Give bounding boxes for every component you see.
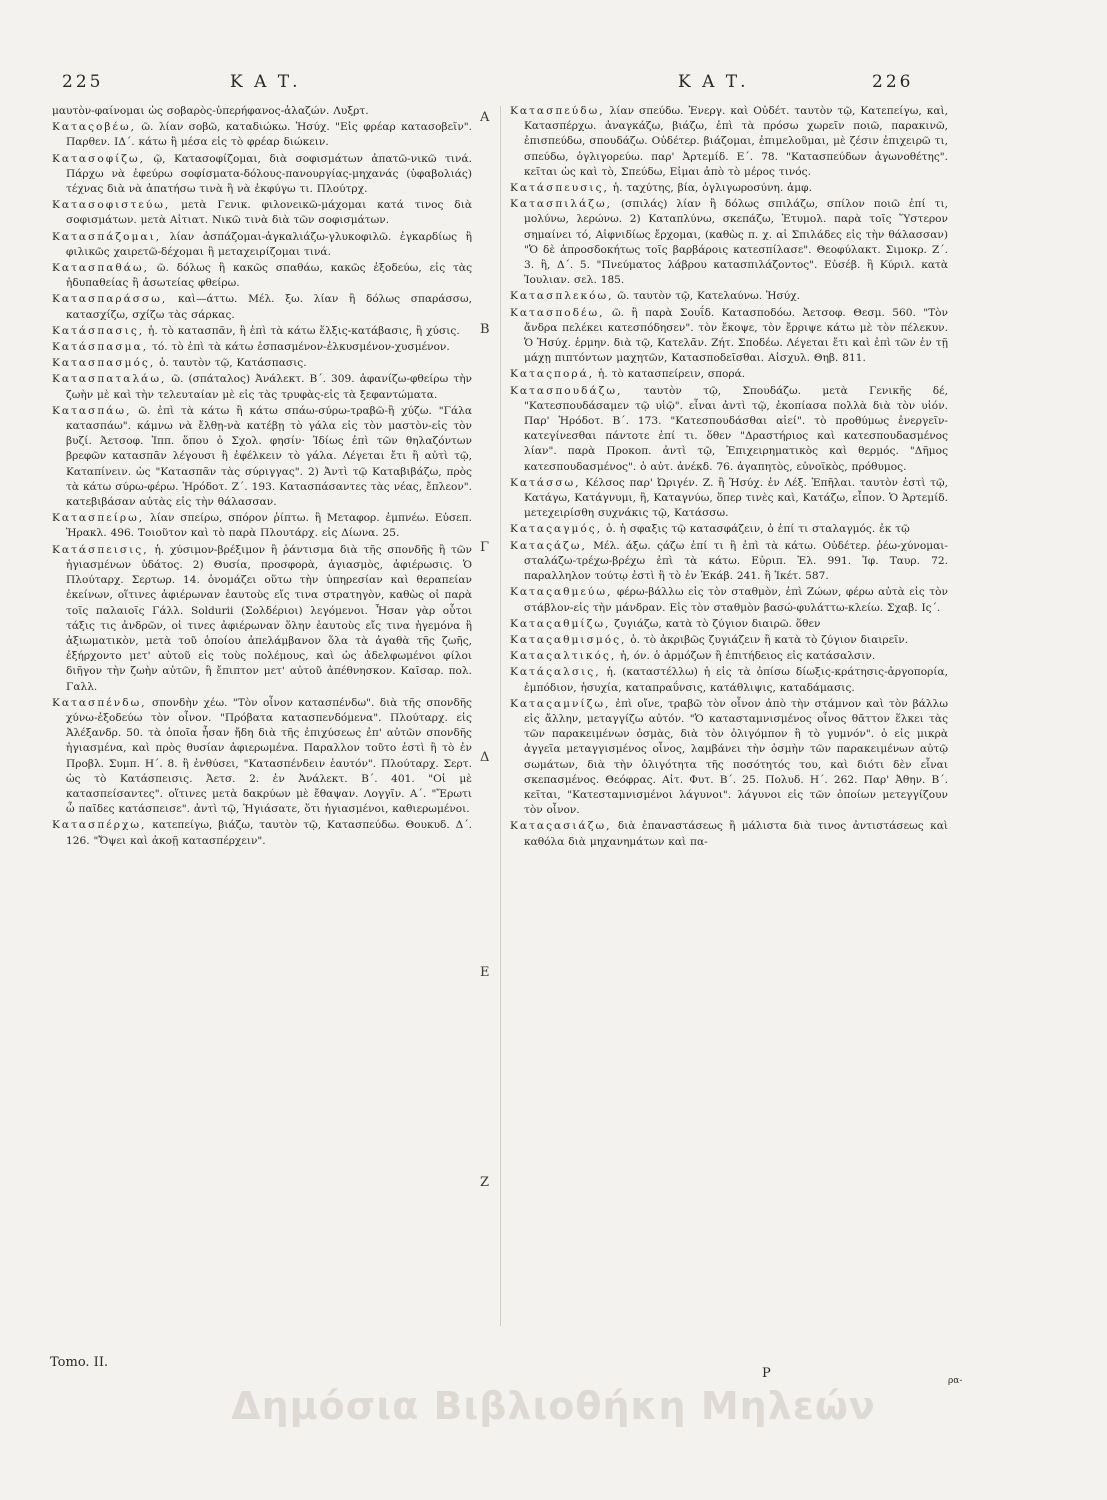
left-column [52, 104, 472, 850]
entry-lemma: Καταςασιάζω, [510, 820, 612, 833]
dictionary-entry [510, 306, 948, 367]
running-head-left: Κ Α Τ. [230, 72, 301, 92]
entry-lemma: Κατασπουδάζω, [510, 384, 623, 397]
dictionary-entry [510, 697, 948, 819]
signature-mark: P [762, 1366, 771, 1381]
page-number-right: 226 [872, 72, 914, 92]
entry-lemma: Κατασπεύδω, [510, 105, 605, 117]
entry-text: φέρω-βάλλω εἰς τὸν σταθμὸν, ἐπὶ Ζώων, φέρω αὐτὰ εἰς τὸν στάβλον-εἰς τὴν μάνδραν. Εἰς τὸν σταθμὸν βασώ-φυλάττω-κλείω. Σχαβ. Ις΄. [524, 586, 948, 614]
entry-text: λίαν σπεύδω. Ἐνεργ. καὶ Οὐδέτ. ταυτὸν τῷ, Κατεπείγω, καὶ, Κατασπέρχω. ἀναγκάζω, βιάζω, ἐπὶ τὰ πρόσω χωρεῖν ποιῶ, παρακινῶ, ἐπισπεύδω, σπουδάζω. Οὐδέτερ. βιάζομαι, ἐπιμελοῦμαι, μὲ ζέσιν ἐπιχειρῶ τι, σπεύδω, ὀγλιγορεύω. παρ' Ἀρτεμίδ. Ε΄. 78. "Κατασπεύδων ἀγωνοθέτης". κεῖται ὡς καὶ τὸ, Σπεύδω, Εἰμαι ἀπὸ τὸ μέρος τινός. [524, 105, 949, 178]
dictionary-entry [510, 476, 948, 522]
entry-lemma: Κατασπέρχω, [52, 819, 147, 832]
entry-lemma: Κατασπένδω, [52, 696, 147, 709]
entry-lemma: Κατάσπασμα, [52, 341, 149, 354]
dictionary-entry [510, 585, 948, 615]
dictionary-entry [510, 197, 948, 288]
dictionary-entry [52, 372, 472, 402]
entry-text: ῶ. δόλως ἢ κακῶς σπαθάω, κακῶς ἐξοδεύω, εἰς τὰς ἡδυπαθείας ἢ ἀσωτείας φθείρω. [66, 262, 472, 290]
margin-letter-beta: Β [480, 322, 490, 337]
entry-lemma: Κατασπάζομαι, [52, 230, 162, 243]
entry-text: μαυτὸν-φαίνομαι ὡς σοβαρὸς-ὑπερήφανος-ἀλαζών. Λυξρτ. [52, 105, 369, 117]
dictionary-entry [52, 404, 472, 510]
dictionary-entry [52, 120, 472, 150]
dictionary-entry [52, 356, 472, 371]
entry-lemma: Κατάσπεισις, [52, 543, 149, 556]
dictionary-entry [510, 665, 948, 695]
dictionary-entry [510, 633, 948, 648]
dictionary-entry [510, 649, 948, 664]
dictionary-entry [52, 152, 472, 198]
entry-text: μετὰ Γενικ. φιλονεικῶ-μάχομαι κατά τινος διὰ σοφισμάτων. μετὰ Αἰτιατ. Νικῶ τινὰ διὰ τῶν σοφισμάτων. [66, 199, 472, 227]
entry-text: ῶ. ἢ παρὰ Σουΐδ. Κατασποδόω. Ἀετσοφ. Θεσμ. 560. "Τὸν ἄνδρα πελέκει κατεσπόδησεν". τὸν ἔκοψε, τὸν ἔρριψε κάτω μὲ τὸν πέλεκυν. Ὁ Ἡσύχ. ἑρμην. διὰ τῷ, Κατελᾶν. Ζήτ. Σποδέω. Λέγεται ἔτι καὶ ἐπὶ τῶν ἐν τῇ μάχῃ πιπτόντων μαχητῶν, Κατασποδεῖσθαι. Αἰσχυλ. Θηβ. 811. [524, 306, 948, 365]
right-column [510, 104, 948, 851]
margin-letter-epsilon: Ε [480, 965, 490, 980]
entry-lemma: Κατασοφίζω, [52, 152, 146, 165]
margin-letter-delta: Δ [480, 750, 490, 765]
entry-lemma: Κατασπείρω, [52, 512, 145, 525]
entry-lemma: Κατασπιλάζω, [510, 198, 613, 211]
dictionary-entry [510, 617, 948, 632]
entry-text: ῶ. ταυτὸν τῷ, Κατελαύνω. Ἡσύχ. [617, 290, 800, 303]
entry-text: ταυτὸν τῷ, Σπουδάζω. μετὰ Γενικῆς δέ, "Κατεσπουδάσαμεν τῷ υἱῷ". εἶναι ἀντὶ τῷ, ἐκοπίασα πολλὰ διὰ τὸν υἱόν. Παρ' Ἡρόδοτ. Β΄. 173. "Κατεσπουδάσθαι αἰεί". τὸ προθύμως ἐνεργεῖν-κατεγίνεσθαι πάντοτε ἐπί τι. ὅθεν "Δραστήριος καὶ κατεσπουδασμένος λίαν". παρὰ Προκοπ. ἀντὶ τῷ, Ἐπιχειρηματικὸς καὶ θερμός. "Δῆμος κατεσπουδασμένος". ὁ αὐτ. ἀνέκδ. 76. ἀγαπητὸς, εὐνοϊκὸς, πρόθυμος. [524, 384, 948, 473]
entry-lemma: Κατασπλεκόω, [510, 290, 614, 303]
entry-text: ζυγιάζω, κατὰ τὸ ζύγιον διαιρῶ. ὅθεν [614, 617, 821, 630]
dictionary-entry [52, 696, 472, 818]
entry-text: σπονδὴν χέω. "Τὸν οἶνον κατασπένδω". διὰ τῆς σπονδῆς χύνω-ἐξοδεύω τὸν οἶνον. "Πρόβατα κατασπενδόμενα". Πλούταρχ. εἰς Ἀλέξανδρ. 50. τὰ ὁποῖα ἦσαν ἤδη διὰ τῆς ἐπιχύσεως ἐπ' αὐτῶν σπονδῆς ἡγιασμένα, καὶ πρὸς θυσίαν ἀφιερωμένα. Παραλλον τοῦτο ἐστὶ ἢ τὸ ἐν Προβλ. Συμπ. Η΄. 8. ἢ ἐνθύσει, "Κατασπένδειν ἑαυτόν". Πλούταρχ. Σερτ. ὡς τὸ Κατάσπεισις. Ἀετσ. 2. ἐν Ἀνάλεκτ. Β΄. 401. "Οἱ μὲ κατασπείσαντες". οἵτινες μετὰ δακρύων μὲ ἔθαψαν. Λογγῖν. Α΄. "Ἔρωτι ὦ παῖδες κατάσπεισε". ἀντὶ τῷ, Ἡγιάσατε, ὅτι ἡγιασμένοι, καθιερωμένοι. [66, 696, 472, 816]
entry-lemma: Κατασποδέω, [510, 306, 605, 319]
entry-lemma: Καταςαθμισμός, [510, 633, 627, 646]
dictionary-entry [510, 289, 948, 304]
dictionary-entry [510, 522, 948, 537]
margin-letter-alpha: Α [480, 110, 490, 125]
dictionary-entry [510, 367, 948, 382]
entry-text: τό. τὸ ἐπὶ τὰ κάτω ἐσπασμένον-ἐλκυσμένον-χυσμένον. [151, 341, 450, 354]
entry-text: ἡ, όν. ὁ ἁρμόζων ἢ ἐπιτήδειος εἰς κατάσαλσιν. [620, 650, 876, 663]
entry-text: ῶ. (σπάταλος) Ἀνάλεκτ. Β΄. 309. ἀφανίζω-φθείρω τὴν ζωὴν μὲ καὶ τὴν τελευταίαν μὲ εἰς τὰς τρυφὰς-εἰς τὰ ξεφαντώματα. [66, 373, 472, 401]
entry-text: Κέλσος παρ' Ὠριγέν. Ζ. ἢ Ἡσύχ. ἐν Λέξ. Ἐπῆλαι. ταυτὸν ἐστὶ τῷ, Κατάγω, Κατάγνυμι, ἢ, Καταγνύω, ὅπερ τινὲς καὶ, Κατάζω, εἶπον. Ὁ Ἀρτεμίδ. μετεχειρίσθη συχνάκις τῷ, Κατάσσω. [524, 476, 948, 520]
entry-text: ἡ. ταχύτης, βία, ὀγλιγωροσύνη. ἀμφ. [612, 182, 812, 195]
entry-text: ῶ. ἐπὶ τὰ κάτω ἢ κάτω σπάω-σύρω-τραβῶ-ἢ χύζω. "Γάλα κατασπάω". κάμνω νὰ ἔλθῃ-νὰ κατέβῃ τὸ γάλα εἰς τὸν μαστὸν-εἰς τὸν βυζί. Ἀετσοφ. Ἱππ. ὅπου ὁ Σχολ. φησίν· Ἰδίως ἐπὶ τῶν θηλαζόντων βρεφῶν κατασπᾶν λέγουσι ἢ ἐφέλκειν τὸ γάλα. Λέγεται ἔτι ἢ αὐτὶ τῷ, Καταπίνειν. ὡς "Κατασπᾶν τὰς σύριγγας". 2) Ἀντὶ τῷ Καταβιβάζω, πρὸς τὰ κάτω σύρω-φέρω. Ἡρόδοτ. Ζ΄. 193. Κατασπάσαντες τὰς νέας, ἔπλεον". κατεβιβάσαν αὐτὰς εἰς τὴν θάλασσαν. [66, 404, 472, 509]
dictionary-entry [510, 819, 948, 849]
dictionary-entry [510, 539, 948, 585]
entry-text: ὁ. ταυτὸν τῷ, Κατάσπασις. [159, 357, 307, 370]
entry-text: ῶ. λίαν σοβῶ, καταδιώκω. Ἡσύχ. "Εἰς φρέαρ κατασοβεῖν". Παρθεν. ΙΔ΄. κάτω ἢ μέσα εἰς τὸ φρέαρ διώκειν. [66, 121, 473, 149]
entry-lemma: Κατασπαθάω, [52, 262, 149, 275]
dictionary-entry [52, 230, 472, 260]
dictionary-entry [52, 198, 472, 228]
entry-lemma: Καταςοβέω, [52, 121, 137, 134]
page-header [0, 72, 1107, 102]
catchword: ρα- [948, 1376, 963, 1386]
dictionary-entry [52, 324, 472, 339]
page-number-left: 225 [62, 72, 104, 92]
entry-lemma: Καταςαλτικός, [510, 650, 617, 663]
column-divider [500, 106, 501, 1326]
entry-lemma: Κατασπάω, [52, 404, 132, 417]
dictionary-entry [52, 543, 472, 695]
running-head-right: Κ Α Τ. [678, 72, 749, 92]
entry-text: κατεπείγω, βιάζω, ταυτὸν τῷ, Κατασπεύδω. Θουκυδ. Δ΄. 126. "Ὄψει καὶ ἀκοῇ κατασπέρχειν". [66, 819, 472, 847]
entry-lemma: Κατασπαταλάω, [52, 373, 167, 386]
entry-lemma: Καταςαθμίζω, [510, 617, 611, 630]
dictionary-entry [52, 818, 472, 848]
entry-text: (σπιλάς) λίαν ἢ δόλως σπιλάζω, σπίλον ποιῶ ἐπί τι, μολύνω, λερώνω. 2) Καταπλύνω, σκεπάζω, Ἐτυμολ. παρὰ τοῖς Ὕστερον σημαίνει τό, Αἰφνιδίως ἔρχομαι, (καθὼς π. χ. αἱ Σπιλάδες εἰς τὴν θάλασσαν) "Ὁ δὲ ἀπροσδοκήτως τοῖς βαρβάροις κατεσπίλασε". Θεοφύλακτ. Σιμοκρ. Ζ΄. 3. ἢ, Δ΄. 5. "Πνεύματος λάβρου κατασπιλάζοντος". Εὐσέβ. ἢ Κύριλ. κατὰ Ἰουλιαν. σελ. 185. [524, 198, 948, 287]
dictionary-entry [510, 104, 948, 180]
entry-text: Μέλ. άξω. ςάζω ἐπί τι ἢ ἐπὶ τὰ κάτω. Οὐδέτερ. ῥέω-χύνομαι-σταλάζω-τρέχω-βρέχω ἐπὶ τὰ κάτω. Εὐριπ. Ἑλ. 991. Ἰφ. Ταυρ. 72. παραλληλον τούτῳ ἐστὶ ἢ τὸ ἐν Ἑκάβ. 241. ἢ Ἱκέτ. 587. [524, 539, 948, 583]
dictionary-entry [52, 511, 472, 541]
entry-lemma: Κατάςαλσις, [510, 666, 601, 679]
entry-lemma: Καταςαμνίζω, [510, 697, 611, 710]
entry-text: ἡ. τὸ κατασπᾶν, ἢ ἐπὶ τὰ κάτω ἕλξις-κατάβασις, ἢ χύσις. [148, 324, 460, 337]
entry-lemma: Καταςαγμός, [510, 523, 603, 536]
entry-text: ἡ. (καταστέλλω) ἡ εἰς τὰ ὀπίσω δίωξις-κράτησις-ἀργοπορία, ἐμπόδιον, ἡσυχία, καταπραΰνσις, κατάθλιψις, καταδάμασις. [524, 666, 948, 694]
dictionary-entry [52, 261, 472, 291]
dictionary-entry [510, 384, 948, 475]
entry-text: λίαν ἀσπάζομαι-ἀγκαλιάζω-γλυκοφιλῶ. ἐγκαρδίως ἢ φιλικῶς χαιρετῶ-δέχομαι ἢ μεταχειρίζομαι τινά. [66, 230, 472, 258]
entry-lemma: Κατάσσω, [510, 476, 581, 489]
entry-text: ῷ, Κατασοφίζομαι, διὰ σοφισμάτων ἀπατῶ-νικῶ τινά. Πάρχω νὰ ἐφεύρω σοφίσματα-δόλους-πανουργίας-μηχανάς (ὑφαβολιάς) τέχνας διὰ νὰ ἀπατήσω τινὰ ἢ νὰ ἐκφύγω τι. Πλούτρχ. [66, 152, 472, 196]
entry-lemma: Καταςάζω, [510, 539, 587, 552]
volume-label: Tomo. II. [50, 1355, 109, 1370]
entry-lemma: Καταςπορά, [510, 368, 595, 381]
entry-lemma: Κατασπαράσσω, [52, 293, 168, 306]
entry-lemma: Κατασοφιστεύω, [52, 199, 171, 212]
margin-letter-zeta: Ζ [480, 1175, 490, 1190]
entry-text: ἡ. χύσιμον-βρέξιμον ἢ ῥάντισμα διὰ τῆς σπονδῆς ἢ τῶν ἡγιασμένων ὑδάτος. 2) Θυσία, προσφορὰ, ἁγιασμὸς, ἀφιέρωσις. Ὁ Πλούταρχ. Σερτωρ. 14. ὀνομάζει οὕτω τὴν ὑπηρεσίαν καὶ θεραπείαν ἐκείνων, οἵτινες ἀφιέρωναν ἑαυτοὺς εἴς τινα στρατηγὸν, καθὼς οἱ παρὰ τοῖς παλαιοῖς Γάλλ. Soldurii (Σολδέριοι) λεγόμενοι. Ἦσαν γὰρ οὗτοι τάξις τις ἀνδρῶν, οἱ τινες ἀφιέρωναν ὅλην ἑαυτοὺς εἴς τινα ἡγεμόνα ἢ ἀξιωματικὸν, μετὰ τοῦ ὁποίου ἀπελάμβανον ὅλα τὰ ἀγαθὰ τῆς ζωῆς, ἐξήρχοντο μετ' αὐτοῦ εἰς τοὺς πολέμους, καὶ ὡς ἀδελφωμένοι φίλοι διῆγον τὴν ζωὴν αὐτῶν, ἢ ἔπιπτον μετ' αὐτοῦ ἀπέθνησκον. Καῖσαρ. πολ. Γαλλ. [66, 543, 472, 693]
entry-lemma: Κατασπασμός, [52, 357, 156, 370]
entry-text: λίαν σπείρω, σπόρον ῥίπτω. ἢ Μεταφορ. ἐμπνέω. Εὐσεπ. Ἡρακλ. 496. Τοιοῦτον καὶ τὸ παρὰ Πλουτάρχ. εἰς Δίωνα. 25. [66, 512, 472, 540]
dictionary-entry [52, 340, 472, 355]
dictionary-entry [52, 104, 472, 119]
entry-text: ἐπὶ οἴνε, τραβῶ τὸν οἶνον ἀπὸ τὴν στάμνον καὶ τὸν βάλλω εἰς ἄλλην, μεταγγίζω αὐτόν. "Ὁ κατασταμνισμένος οἶνος θᾶττον ἕλκει τὰς τῶν παρακειμένων ὀσμὰς, διὰ τὸν ὀλιγόμπον ἢ τὸ γυμνόν". ὁ εἰς μικρὰ ἀγγεῖα μεταγγισμένος οἶνος, λαμβάνει τὴν ὀσμὴν τῶν παρακειμένων αὐτῷ σωμάτων, διὰ τὴν ὀλιγότητα τῆς ποσότητός του, καὶ διότι δὲν εἶναι σκεπασμένος. Θεόφρας. Αἰτ. Φυτ. Β΄. 25. Πολυδ. Η΄. 262. Παρ' Ἀθην. Β΄. κεῖται, "Κατεσταμνισμένοι λάγυνοι". λάγυνοι εἰς τῶν ὁποίων μετεγγίζουν τὸν οἶνον. [524, 697, 948, 817]
library-watermark: Δημόσια Βιβλιοθήκη Μηλεών [231, 1384, 876, 1428]
dictionary-entry [510, 181, 948, 196]
entry-text: καὶ—άττω. Μέλ. ξω. λίαν ἢ δόλως σπαράσσω, κατασχίζω, σχίζω τὰς σάρκας. [66, 293, 472, 321]
entry-lemma: Καταςαθμεύω, [510, 586, 613, 599]
entry-text: ὁ. τὸ ἀκριβῶς ζυγιάζειν ἢ κατὰ τὸ ζύγιον διαιρεῖν. [630, 633, 909, 646]
margin-letter-gamma: Γ [480, 540, 490, 555]
entry-text: διὰ ἐπαναστάσεως ἢ μάλιστα διὰ τινος ἀντιστάσεως καὶ καθόλα διὰ μηχανημάτων καὶ πα- [524, 820, 949, 848]
entry-text: ἡ. τὸ κατασπείρειν, σπορά. [597, 368, 746, 381]
entry-text: ὁ. ἡ σφαξις τῷ κατασφάζειν, ὁ ἐπί τι σταλαγμός. ἐκ τῷ [605, 523, 910, 536]
entry-lemma: Κατάσπευσις, [510, 182, 609, 195]
entry-lemma: Κατάσπασις, [52, 324, 145, 337]
dictionary-entry [52, 292, 472, 322]
